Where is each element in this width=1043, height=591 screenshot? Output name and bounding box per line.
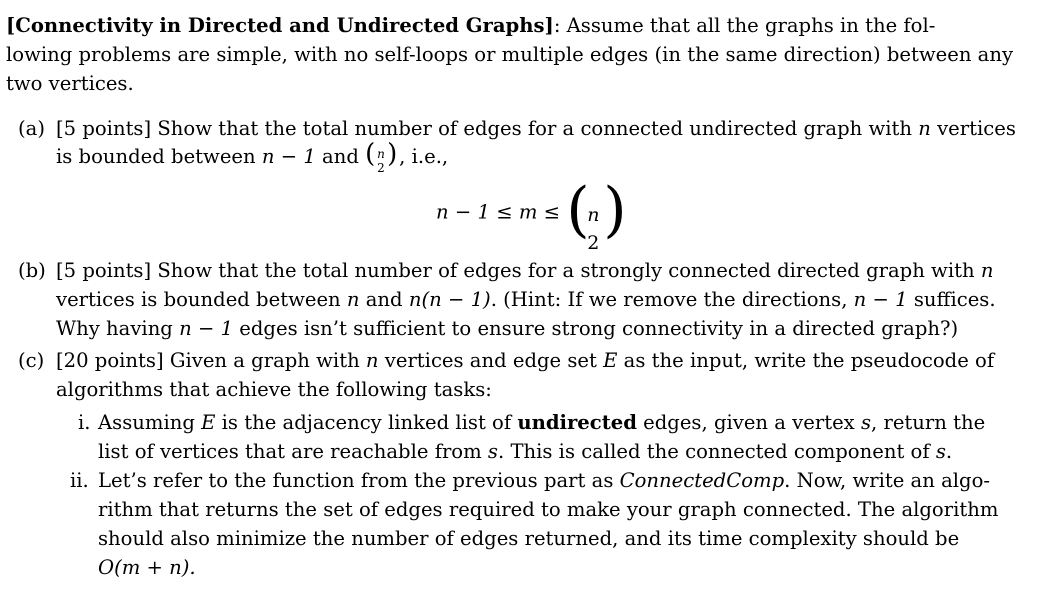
sub-ii-line-2: rithm that returns the set of edges required to make your graph connected. The algorithm [98, 498, 999, 521]
math-var: n [365, 349, 379, 372]
math-var: n [346, 288, 360, 311]
part-a-line-2 [56, 139, 449, 175]
part-a-text: , i.e., [399, 145, 449, 168]
function-name: ConnectedComp [619, 469, 785, 492]
math-expr: n − 1 [261, 145, 316, 168]
sub-i-label: i. [78, 411, 91, 434]
sub-i-text: is the adjacency linked list of [215, 411, 518, 434]
sub-i-text: . [945, 440, 953, 463]
display-inequality: n − 1 ≤ m ≤ [436, 200, 561, 224]
emphasis-bold: undirected [517, 411, 637, 434]
part-c-text: [20 points] Given a graph with [56, 349, 366, 372]
part-b-text: vertices is bounded between [56, 288, 347, 311]
math-var: E [603, 349, 618, 372]
sub-i-line-2 [98, 438, 952, 466]
part-a-text: and [315, 145, 366, 168]
part-b-line-1 [56, 257, 993, 285]
math-var: s [860, 411, 872, 434]
intro-line-2: lowing problems are simple, with no self-loops or multiple edges (in the same direction) between any [6, 43, 1014, 66]
intro-text: : Assume that all the graphs in the fol- [553, 14, 936, 37]
part-b-line-2 [56, 286, 996, 314]
part-a-text: vertices [930, 117, 1016, 140]
problem-title: [Connectivity in Directed and Undirected Graphs] [6, 14, 554, 37]
part-a-line-1 [56, 115, 1016, 143]
part-b-text: suffices. [907, 288, 996, 311]
sub-i-line-1 [98, 409, 985, 437]
math-expr: n − 1 [853, 288, 908, 311]
part-a-text: is bounded between [56, 145, 262, 168]
sub-i-text: . This is called the connected component of [497, 440, 936, 463]
sub-ii-line-1 [98, 467, 990, 495]
sub-i-text: Assuming [98, 411, 202, 434]
part-b-text: Why having [56, 317, 180, 340]
part-a-display-equation [436, 174, 627, 254]
math-var: E [201, 411, 216, 434]
part-b-text: and [359, 288, 409, 311]
part-a-label: (a) [18, 117, 45, 140]
intro-line-3: two vertices. [6, 72, 134, 95]
binom-bottom: 2 [377, 161, 385, 175]
part-c-text: as the input, write the pseudocode of [617, 349, 995, 372]
display-binomial: ( n 2 ) [566, 183, 624, 243]
sub-ii-text: . Now, write an algo- [784, 469, 990, 492]
part-b-text: edges isn’t sufficient to ensure strong connectivity in a directed graph?) [233, 317, 959, 340]
binom-bottom: 2 [587, 231, 600, 254]
math-expr: n(n − 1) [408, 288, 491, 311]
part-b-line-3 [56, 315, 958, 343]
inline-binomial: ( n 2 ) [365, 143, 399, 169]
sub-i-text: , return the [871, 411, 986, 434]
sub-ii-line-3: should also minimize the number of edges returned, and its time complexity should be [98, 527, 960, 550]
part-b-text: [5 points] Show that the total number of edges for a strongly connected directed graph with [56, 259, 981, 282]
part-c-text: vertices and edge set [378, 349, 604, 372]
math-expr: n − 1 [179, 317, 234, 340]
part-c-line-2: algorithms that achieve the following tasks: [56, 378, 492, 401]
intro-line-1 [6, 12, 935, 40]
sub-ii-text: Let’s refer to the function from the previous part as [98, 469, 620, 492]
sub-i-text: list of vertices that are reachable from [98, 440, 488, 463]
part-a-text: [5 points] Show that the total number of edges for a connected undirected graph with [56, 117, 919, 140]
sub-i-text: edges, given a vertex [636, 411, 861, 434]
binom-top: n [587, 203, 600, 226]
math-var: n [980, 259, 994, 282]
sub-ii-label: ii. [70, 469, 89, 492]
binom-top: n [377, 147, 385, 161]
part-b-label: (b) [18, 259, 46, 282]
math-var: s [487, 440, 498, 463]
sub-ii-line-4: O(m + n). [98, 556, 196, 579]
math-var: s [935, 440, 946, 463]
math-var: n [918, 117, 931, 140]
part-c-line-1 [56, 347, 994, 375]
part-b-text: . (Hint: If we remove the directions, [490, 288, 854, 311]
part-c-label: (c) [18, 349, 45, 372]
